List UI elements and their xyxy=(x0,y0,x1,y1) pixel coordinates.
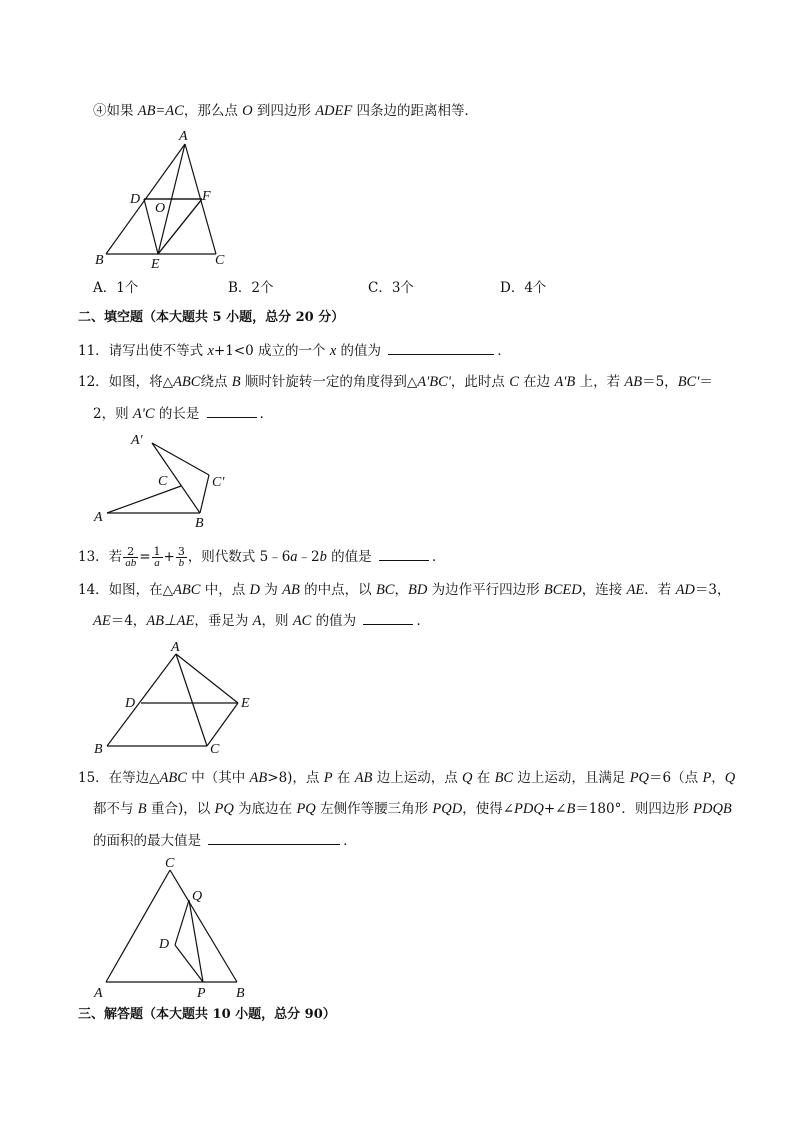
q12-line-2: 2，则 A'C 的长是 ． xyxy=(93,403,273,424)
q12-line-1: 12．如图，将△ABC绕点 B 顺时针旋转一定的角度得到△A'BC'，此时点 C 在边 A'B 上，若 AB＝5，BC'＝ xyxy=(78,374,713,390)
q10-statement-4: ④如果 AB=AC，那么点 O 到四边形 ADEF 四条边的距离相等． xyxy=(93,103,479,119)
q12-label-A-prime: A′ xyxy=(131,433,143,448)
q14-label-D: D xyxy=(125,696,136,711)
option-b[interactable]: B．2个 xyxy=(228,280,274,296)
q15-label-P: P xyxy=(197,986,206,1001)
section-2-heading: 二、填空题（本大题共 5 小题，总分 20 分） xyxy=(78,310,345,325)
q10-label-D: D xyxy=(130,192,141,207)
q13-fraction-3: $\frac{3}{b}$ xyxy=(177,545,185,569)
q12-label-A: A xyxy=(94,510,103,525)
q12-label-C-prime: C′ xyxy=(212,475,225,490)
q13: 13．若 $\frac{2}{ab}$ = $\frac{1}{a}$ + $\frac{3}{b}$ ，则代数式 5﹣6a﹣2b 的值是 ． xyxy=(78,545,446,569)
q15-label-D: D xyxy=(159,937,170,952)
q14-label-A: A xyxy=(171,640,180,655)
q15-label-C: C xyxy=(165,856,175,871)
q10-label-E: E xyxy=(151,257,160,272)
q10-label-F: F xyxy=(202,189,211,204)
option-a[interactable]: A．1个 xyxy=(93,280,139,296)
q14-label-C: C xyxy=(210,742,220,757)
q15-label-B: B xyxy=(236,986,245,1001)
q15-label-Q: Q xyxy=(192,889,203,904)
q14-line-2: AE＝4，AB⊥AE，垂足为 A，则 AC 的值为 ． xyxy=(93,610,430,631)
q13-fraction-2: $\frac{1}{a}$ xyxy=(153,545,161,569)
q10-label-B: B xyxy=(95,253,104,268)
option-d[interactable]: D．4个 xyxy=(500,280,547,296)
q10-label-O: O xyxy=(155,201,166,216)
q15-line-2: 都不与 B 重合)，以 PQ 为底边在 PQ 左侧作等腰三角形 PQD，使得∠PDQ+∠B＝180°．则四边形 PDQB xyxy=(93,801,732,817)
q11: 11．请写出使不等式 x+1<0 成立的一个 x 的值为 ． xyxy=(78,340,511,361)
q12-label-C: C xyxy=(158,474,168,489)
q14-label-B: B xyxy=(94,742,103,757)
q14-line-1: 14．如图，在△ABC 中，点 D 为 AB 的中点，以 BC，BD 为边作平行四边形 BCED，连接 AE．若 AD＝3， xyxy=(78,582,731,598)
q10-label-C: C xyxy=(215,253,225,268)
q14-label-E: E xyxy=(241,696,250,711)
q15-label-A: A xyxy=(94,986,103,1001)
q10-label-A: A xyxy=(179,129,188,144)
section-3-heading: 三、解答题（本大题共 10 小题，总分 90） xyxy=(78,1007,336,1022)
q15-line-3: 的面积的最大值是 ． xyxy=(93,830,357,851)
q13-fraction-1: $\frac{2}{ab}$ xyxy=(125,545,137,569)
option-c[interactable]: C．3个 xyxy=(368,280,414,296)
q15-line-1: 15．在等边△ABC 中（其中 AB>8)，点 P 在 AB 边上运动，点 Q 在 BC 边上运动，且满足 PQ＝6（点 P，Q xyxy=(78,770,736,786)
q12-label-B: B xyxy=(195,516,204,531)
